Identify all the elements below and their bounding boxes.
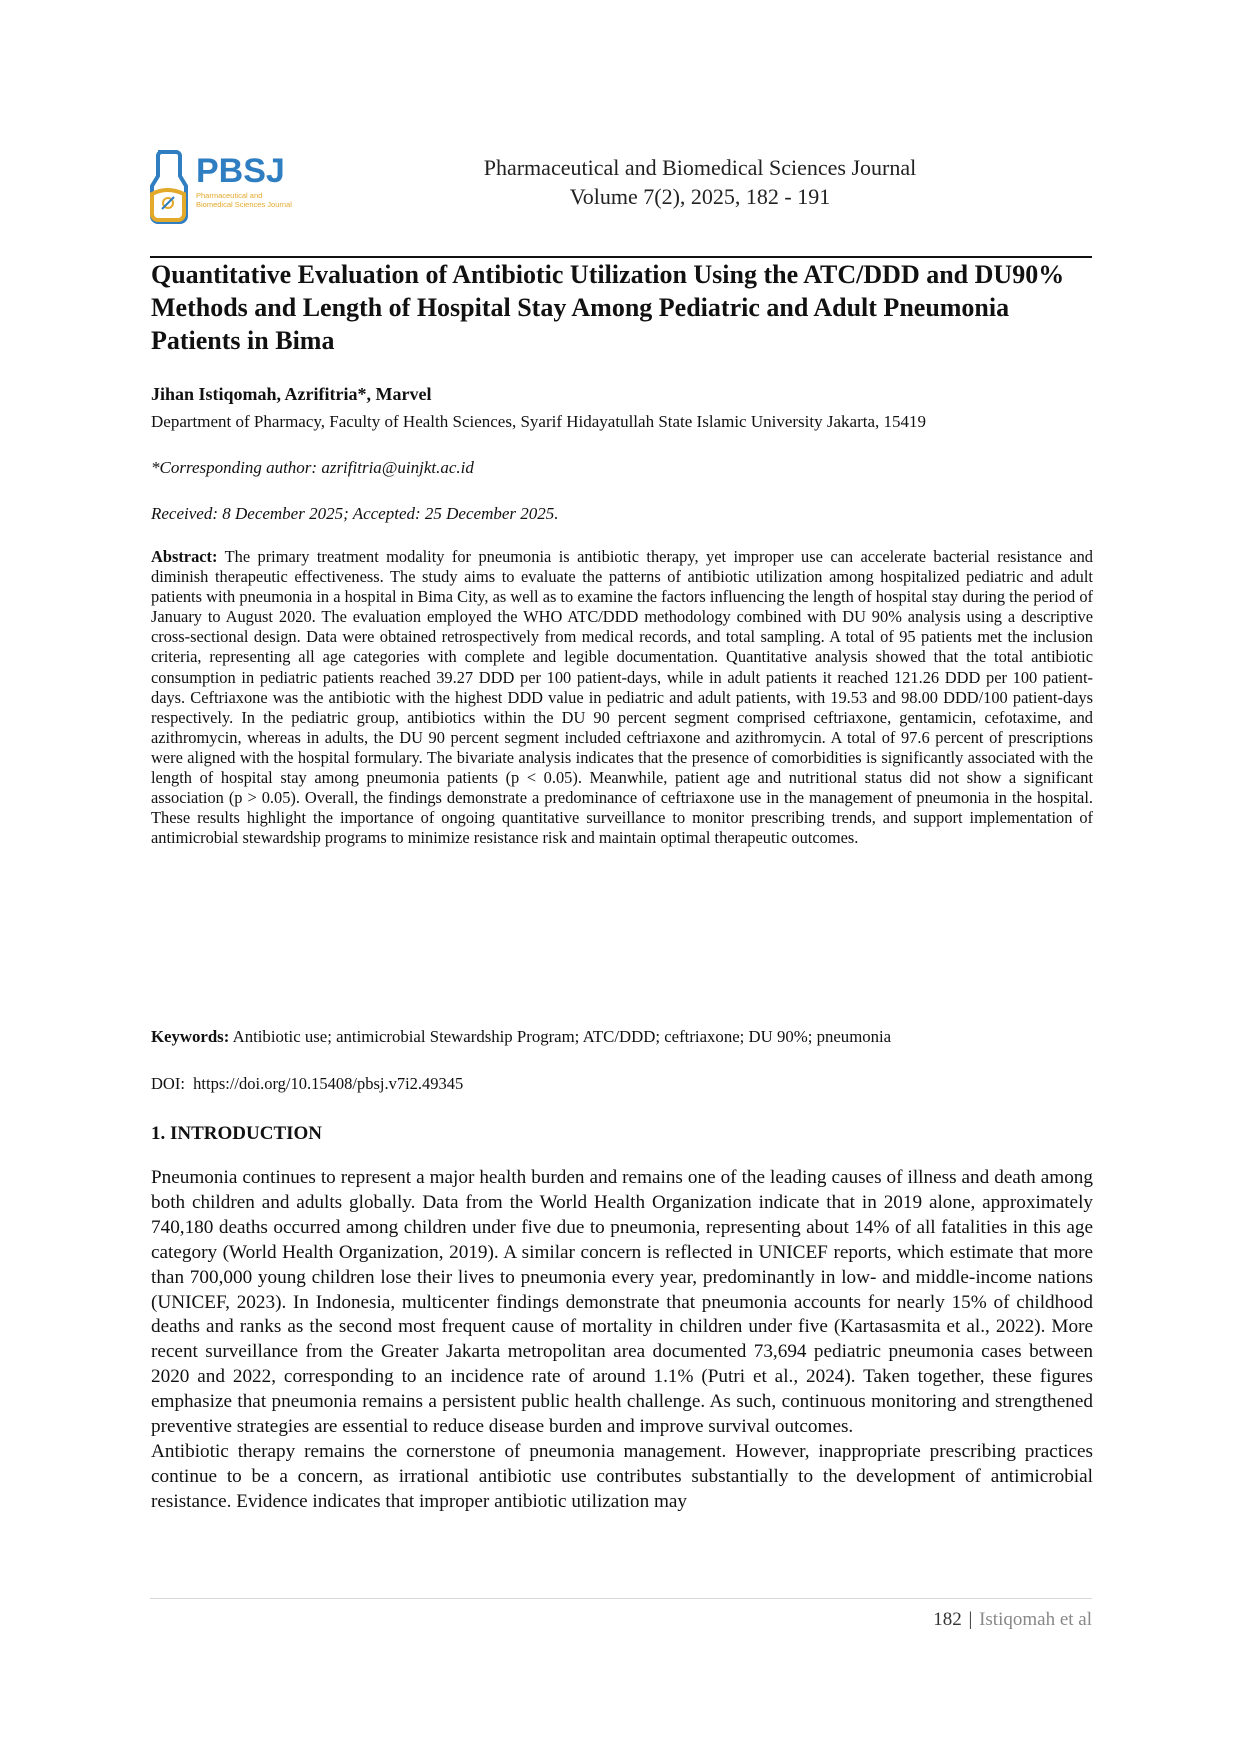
- keywords-text: Antibiotic use; antimicrobial Stewardship Program; ATC/DDD; ceftriaxone; DU 90%; pneumonia: [232, 1027, 892, 1046]
- article-title: Quantitative Evaluation of Antibiotic Utilization Using the ATC/DDD and DU90% Methods and Length of Hospital Stay Among Pediatric and Adult Pneumonia Patients in Bima: [151, 260, 1065, 355]
- article-dates: Received: 8 December 2025; Accepted: 25 December 2025.: [151, 504, 559, 523]
- logo-subtitle-1: Pharmaceutical and: [196, 191, 263, 200]
- paragraph: Antibiotic therapy remains the cornerstone of pneumonia management. However, inappropriate prescribing practices continue to be a concern, as irrational antibiotic use contributes substantially to the development of antimicrobial resistance. Evidence indicates that improper antibiotic utilization may: [151, 1440, 1093, 1512]
- journal-name: Pharmaceutical and Biomedical Sciences Journal: [483, 155, 917, 180]
- author-list: Jihan Istiqomah, Azrifitria*, Marvel: [151, 384, 432, 404]
- abstract: [151, 547, 1093, 848]
- doi-label: DOI:: [151, 1074, 185, 1093]
- paragraph: Pneumonia continues to represent a major health burden and remains one of the leading causes of illness and death among both children and adults globally. Data from the World Health Organization indicate that in 2019 alone, approximately 740,180 deaths occurred among children under five due to pneumonia, representing about 14% of all fatalities in this age category (World Health Organization, 2019). A similar concern is reflected in UNICEF reports, which estimate that more than 700,000 young children lose their lives to pneumonia every year, predominantly in low- and middle-income nations (UNICEF, 2023). In Indonesia, multicenter findings demonstrate that pneumonia accounts for nearly 15% of childhood deaths and ranks as the second most frequent cause of mortality in children under five (Kartasasmita et al., 2022). More recent surveillance from the Greater Jakarta metropolitan area documented 73,694 pediatric pneumonia cases between 2020 and 2022, corresponding to an incidence rate of around 1.1% (Putri et al., 2024). Taken together, these figures emphasize that pneumonia remains a persistent public health challenge. As such, continuous monitoring and strengthened preventive strategies are essential to reduce disease burden and improve survival outcomes.: [151, 1167, 1093, 1438]
- page-footer: [933, 1609, 1092, 1631]
- journal-header: [430, 153, 970, 211]
- running-author: Istiqomah et al: [979, 1609, 1092, 1630]
- doi-link[interactable]: https://doi.org/10.15408/pbsj.v7i2.49345: [193, 1074, 464, 1093]
- keywords-label: Keywords:: [151, 1027, 230, 1046]
- abstract-text: The primary treatment modality for pneumonia is antibiotic therapy, yet improper use can accelerate bacterial resistance and diminish therapeutic effectiveness. The study aims to evaluate the patterns of antibiotic utilization among hospitalized pediatric and adult patients with pneumonia in a hospital in Bima City, as well as to examine the factors influencing the length of hospital stay during the period of January to August 2020. The evaluation employed the WHO ATC/DDD methodology combined with DU 90% analysis using a descriptive cross-sectional design. Data were obtained retrospectively from medical records, and total sampling. A total of 95 patients met the inclusion criteria, representing all age categories with complete and legible documentation. Quantitative analysis showed that the total antibiotic consumption in pediatric patients reached 39.27 DDD per 100 patient-days, while in adult patients it reached 121.26 DDD per 100 patient-days. Ceftriaxone was the antibiotic with the highest DDD value in pediatric and adult patients, with 19.53 and 98.00 DDD/100 patient-days respectively. In the pediatric group, antibiotics within the DU 90 percent segment comprised ceftriaxone, gentamicin, cefotaxime, and azithromycin, whereas in adults, the DU 90 percent segment included ceftriaxone and azithromycin. A total of 97.6 percent of prescriptions were aligned with the hospital formulary. The bivariate analysis indicates that the presence of comorbidities is significantly associated with the length of hospital stay among pneumonia patients (p < 0.05). Meanwhile, patient age and nutritional status did not show a significant association (p > 0.05). Overall, the findings demonstrate a predominance of ceftriaxone use in the management of pneumonia in the hospital. These results highlight the importance of ongoing quantitative surveillance to monitor prescribing trends, and support implementation of antimicrobial stewardship programs to minimize resistance risk and maintain optimal therapeutic outcomes.: [151, 547, 1094, 848]
- page-number: 182: [933, 1609, 962, 1630]
- corresponding-author: *Corresponding author: azrifitria@uinjkt.ac.id: [151, 458, 474, 477]
- keywords: [151, 1027, 1093, 1047]
- pbsj-logo: [148, 146, 318, 226]
- footer-rule: [150, 1598, 1092, 1599]
- logo-subtitle-2: Biomedical Sciences Journal: [196, 200, 292, 209]
- section-body: [151, 1166, 1093, 1515]
- doi: [151, 1074, 463, 1094]
- affiliation: Department of Pharmacy, Faculty of Health Sciences, Syarif Hidayatullah State Islamic University Jakarta, 15419: [151, 412, 927, 431]
- section-heading: 1. INTRODUCTION: [151, 1123, 323, 1144]
- footer-separator: |: [968, 1609, 973, 1630]
- flask-icon: [152, 152, 186, 222]
- journal-volume: Volume 7(2), 2025, 182 - 191: [569, 184, 831, 209]
- abstract-label: Abstract:: [151, 547, 218, 566]
- logo-text: PBSJ: [196, 152, 285, 190]
